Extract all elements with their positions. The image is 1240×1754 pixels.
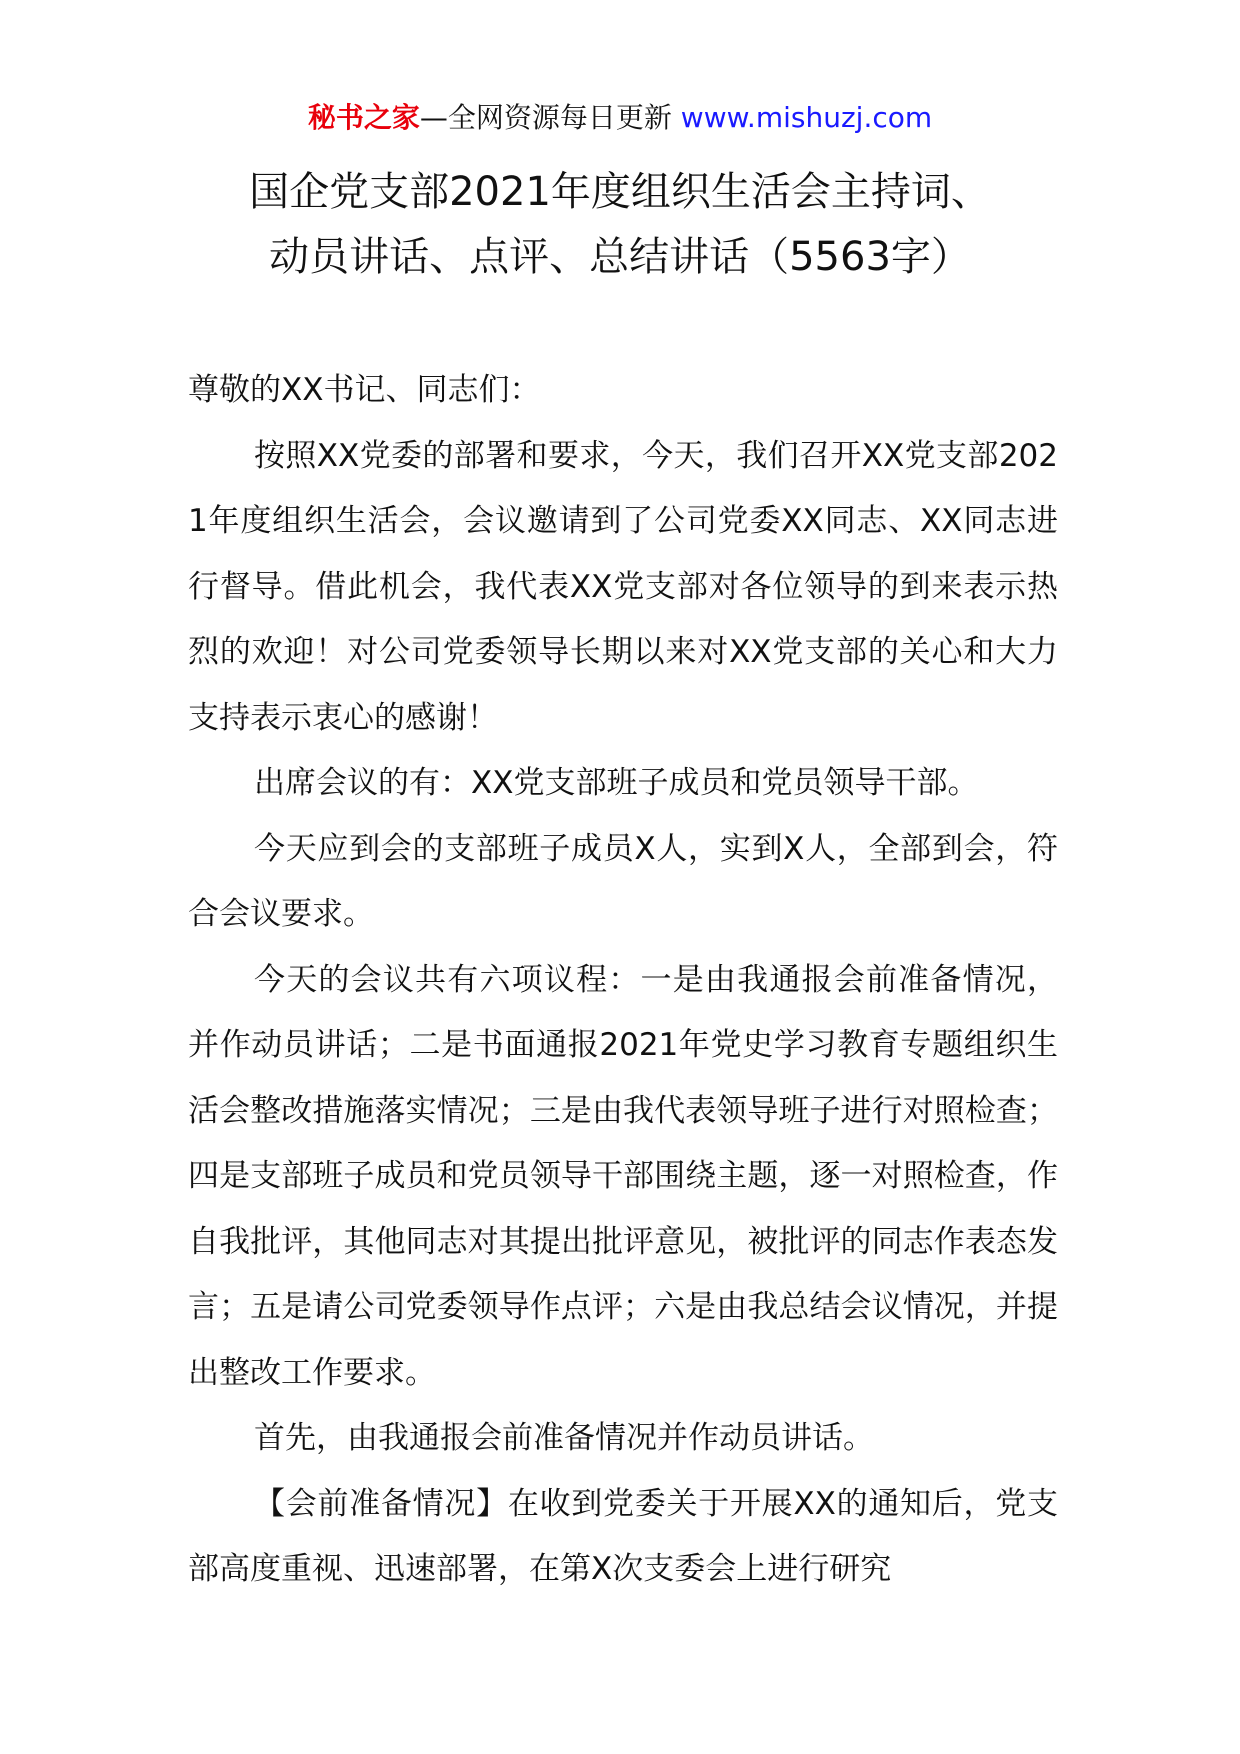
body-paragraph-2: 出席会议的有：XX党支部班子成员和党员领导干部。: [254, 765, 979, 801]
body-paragraph-1: 按照XX党委的部署和要求，今天，我们召开XX党支部2021年度组织生活会，会议邀请到了公司党委XX同志、XX同志进行督导。借此机会，我代表XX党支部对各位领导的到来表示热烈的欢迎！对公司党委领导长期以来对XX党支部的关心和大力支持表示衷心的感谢！: [188, 437, 1058, 736]
document-body: [188, 358, 1058, 1603]
body-paragraph-6: 【会前准备情况】在收到党委关于开展XX的通知后，党支部高度重视、迅速部署，在第X次支委会上进行研究: [188, 1485, 1058, 1587]
salutation: 尊敬的XX书记、同志们：: [188, 372, 541, 408]
brand-name: 秘书之家: [307, 101, 420, 134]
document-title: [150, 160, 1090, 290]
body-paragraph-4: 今天的会议共有六项议程：一是由我通报会前准备情况，并作动员讲话；二是书面通报2021年党史学习教育专题组织生活会整改措施落实情况；三是由我代表领导班子进行对照检查；四是支部班子成员和党员领导干部围绕主题，逐一对照检查，作自我批评，其他同志对其提出批评意见，被批评的同志作表态发言；五是请公司党委领导作点评；六是由我总结会议情况，并提出整改工作要求。: [188, 961, 1058, 1391]
site-header: [0, 98, 1240, 138]
body-paragraph-5: 首先，由我通报会前准备情况并作动员讲话。: [254, 1420, 874, 1456]
document-title-line-2: 动员讲话、点评、总结讲话（5563字）: [269, 234, 971, 280]
header-tagline: —全网资源每日更新: [419, 101, 672, 134]
document-title-line-1: 国企党支部2021年度组织生活会主持词、: [249, 169, 991, 215]
body-paragraph-3: 今天应到会的支部班子成员X人，实到X人，全部到会，符合会议要求。: [188, 830, 1058, 932]
site-url-link[interactable]: www.mishuzj.com: [680, 101, 933, 134]
